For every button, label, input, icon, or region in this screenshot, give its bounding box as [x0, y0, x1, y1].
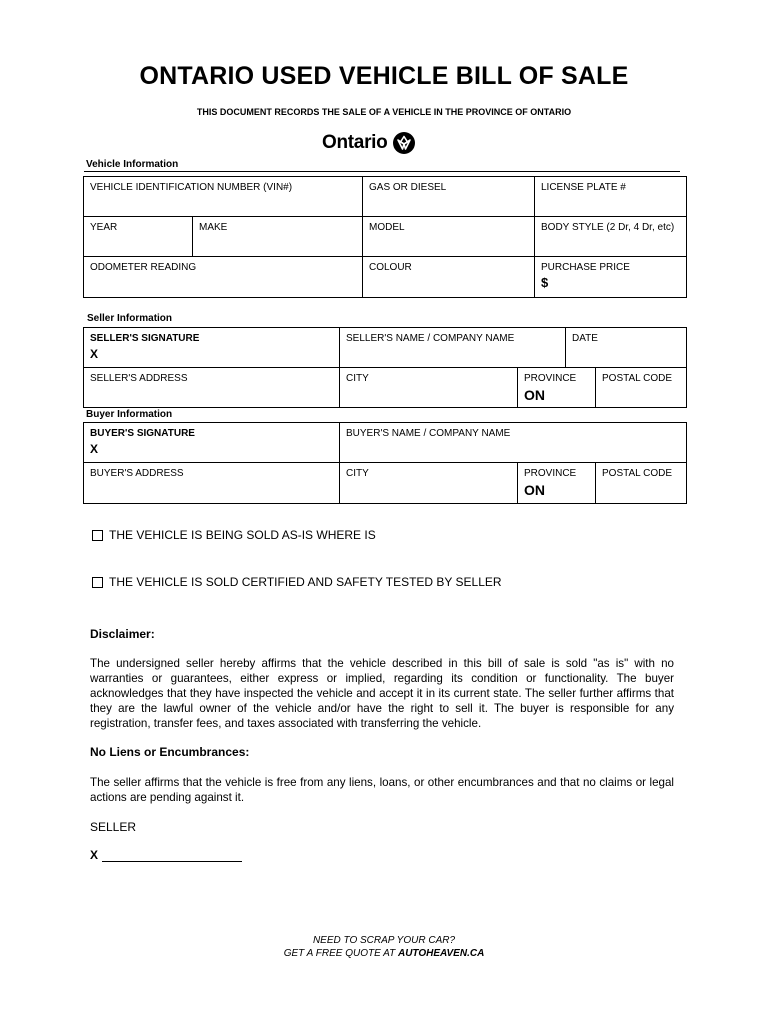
- disclaimer-text: The undersigned seller hereby affirms that the vehicle described in this bill of sale is sold "as is" with no warranties or guarantees, either express or implied, regarding its condition or functionality. The buyer acknowledges that they have inspected the vehicle and accept it in its current state. The seller further affirms that they are the lawful owner of the vehicle and/or have the right to sell it. The buyer is responsible for any registration, transfer fees, and taxes associated with transferring the vehicle.: [90, 657, 674, 730]
- seller-city-label: CITY: [346, 373, 369, 384]
- signature-underline: [102, 849, 242, 862]
- buyer-address-label: BUYER'S ADDRESS: [90, 468, 184, 479]
- vin-field[interactable]: [84, 177, 363, 217]
- seller-signature-mark: X: [90, 347, 99, 361]
- price-field[interactable]: [535, 257, 687, 298]
- odometer-label: ODOMETER READING: [90, 262, 197, 273]
- seller-signoff-label: SELLER: [90, 820, 137, 834]
- price-currency-symbol: $: [541, 275, 549, 290]
- year-field[interactable]: [84, 217, 193, 257]
- buyer-name-field[interactable]: [340, 423, 687, 463]
- buyer-city-label: CITY: [346, 468, 369, 479]
- seller-date-label: DATE: [572, 333, 598, 344]
- seller-date-field[interactable]: [566, 328, 687, 368]
- certified-option[interactable]: [92, 575, 502, 589]
- body-style-label: BODY STYLE (2 Dr, 4 Dr, etc): [541, 222, 675, 233]
- seller-signoff-mark: X: [90, 848, 99, 862]
- make-field[interactable]: [193, 217, 363, 257]
- buyer-signature-mark: X: [90, 442, 99, 456]
- buyer-province-label: PROVINCE: [524, 468, 577, 479]
- seller-signature-label: SELLER'S SIGNATURE: [90, 333, 200, 344]
- seller-province-label: PROVINCE: [524, 373, 577, 384]
- seller-name-field[interactable]: [340, 328, 566, 368]
- model-field[interactable]: [363, 217, 535, 257]
- seller-address-field[interactable]: [84, 368, 340, 408]
- footer-line2: [0, 947, 768, 960]
- footer-link[interactable]: AUTOHEAVEN.CA: [397, 948, 485, 959]
- footer-line2-prefix: GET A FREE QUOTE AT: [283, 948, 398, 959]
- colour-label: COLOUR: [369, 262, 412, 273]
- as-is-checkbox[interactable]: [92, 530, 103, 541]
- disclaimer-heading: Disclaimer:: [90, 627, 155, 641]
- liens-text: The seller affirms that the vehicle is free from any liens, loans, or other encumbrances and that no claims or legal actions are pending against it.: [90, 776, 674, 804]
- as-is-label: THE VEHICLE IS BEING SOLD AS-IS WHERE IS: [109, 528, 376, 542]
- plate-field[interactable]: [535, 177, 687, 217]
- odometer-field[interactable]: [84, 257, 363, 298]
- seller-address-label: SELLER'S ADDRESS: [90, 373, 188, 384]
- buyer-address-field[interactable]: [84, 463, 340, 504]
- trillium-icon: [393, 132, 415, 154]
- buyer-city-field[interactable]: [340, 463, 518, 504]
- year-label: YEAR: [90, 222, 118, 233]
- vin-label: VEHICLE IDENTIFICATION NUMBER (VIN#): [90, 182, 293, 193]
- seller-postal-label: POSTAL CODE: [602, 373, 673, 384]
- page-title: ONTARIO USED VEHICLE BILL OF SALE: [139, 62, 629, 90]
- model-label: MODEL: [369, 222, 405, 233]
- page-subtitle: THIS DOCUMENT RECORDS THE SALE OF A VEHICLE IN THE PROVINCE OF ONTARIO: [196, 107, 572, 117]
- plate-label: LICENSE PLATE #: [541, 182, 626, 193]
- ontario-logo: [322, 128, 415, 158]
- buyer-info-table: [83, 422, 687, 504]
- seller-city-field[interactable]: [340, 368, 518, 408]
- seller-signoff-line[interactable]: [90, 848, 242, 862]
- seller-signature-field[interactable]: [84, 328, 340, 368]
- vehicle-section-label: Vehicle Information: [86, 159, 179, 170]
- logo-wordmark: Ontario: [322, 132, 388, 153]
- buyer-signature-field[interactable]: [84, 423, 340, 463]
- buyer-postal-label: POSTAL CODE: [602, 468, 673, 479]
- buyer-signature-label: BUYER'S SIGNATURE: [90, 428, 195, 439]
- buyer-province-field[interactable]: [518, 463, 596, 504]
- seller-postal-field[interactable]: [596, 368, 687, 408]
- vehicle-info-table: [83, 176, 687, 298]
- body-style-field[interactable]: [535, 217, 687, 257]
- footer-line1: NEED TO SCRAP YOUR CAR?: [312, 935, 456, 946]
- seller-info-table: [83, 327, 687, 408]
- make-label: MAKE: [199, 222, 228, 233]
- seller-section-label: Seller Information: [87, 313, 173, 324]
- fuel-field[interactable]: [363, 177, 535, 217]
- liens-heading: No Liens or Encumbrances:: [90, 745, 250, 759]
- as-is-option[interactable]: [92, 528, 376, 542]
- vehicle-section-divider: [84, 171, 680, 172]
- buyer-province-value: ON: [524, 482, 545, 498]
- seller-province-value: ON: [524, 387, 545, 403]
- seller-name-label: SELLER'S NAME / COMPANY NAME: [346, 333, 515, 344]
- buyer-section-label: Buyer Information: [86, 409, 173, 420]
- buyer-postal-field[interactable]: [596, 463, 687, 504]
- seller-province-field[interactable]: [518, 368, 596, 408]
- buyer-name-label: BUYER'S NAME / COMPANY NAME: [346, 428, 511, 439]
- certified-label: THE VEHICLE IS SOLD CERTIFIED AND SAFETY TESTED BY SELLER: [109, 575, 502, 589]
- footer: [0, 934, 768, 960]
- certified-checkbox[interactable]: [92, 577, 103, 588]
- price-label: PURCHASE PRICE: [541, 262, 630, 273]
- fuel-label: GAS OR DIESEL: [369, 182, 447, 193]
- colour-field[interactable]: [363, 257, 535, 298]
